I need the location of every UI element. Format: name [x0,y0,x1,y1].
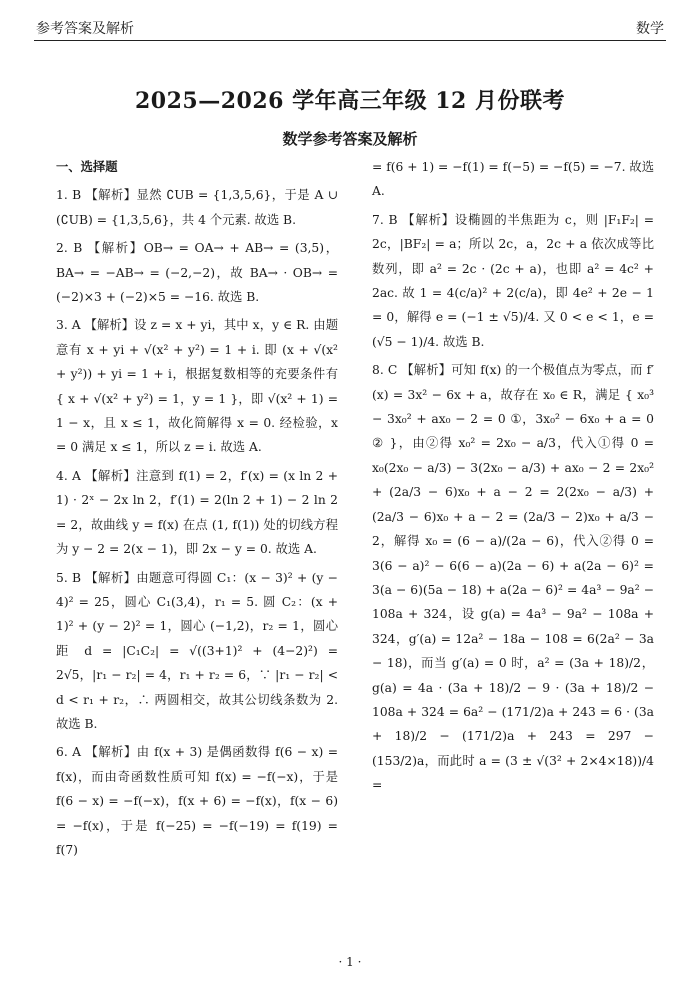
left-column [56,155,338,862]
header-left-label: 参考答案及解析 [36,21,134,37]
right-column [372,155,654,798]
answer-item-6-continued: = f(6 + 1) = −f(1) = f(−5) = −f(5) = −7. 故选 A. [372,160,654,199]
answer-item-2: 2. B 【解析】OB→ = OA→ + AB→ = (3,5)，BA→ = −AB→ = (−2,−2)，故 BA→ · OB→ = (−2)×3 + (−2)×5 = −16. 故选 B. [56,241,338,305]
answer-item-1: 1. B 【解析】显然 ∁UB = {1,3,5,6}，于是 A ∪ (∁UB) = {1,3,5,6}，共 4 个元素. 故选 B. [56,188,338,227]
answer-item-7: 7. B 【解析】设椭圆的半焦距为 c，则 |F₁F₂| = 2c，|BF₂| = a；所以 2c，a，2c + a 依次成等比数列，即 a² = 2c · (2c + a)，也即 a² = 4c² + 2ac. 故 1 = 4(c/a)² + 2(c/a)，即 4e² + 2e − 1 = 0，解得 e = (−1 ± √5)/4. 又 0 < e < 1，e = (√5 − 1)/4. 故选 B. [372,212,654,349]
answer-item-4: 4. A 【解析】注意到 f(1) = 2，f′(x) = (x ln 2 + 1) · 2ˣ − 2x ln 2，f′(1) = 2(ln 2 + 1) − 2 ln 2 = 2，故曲线 y = f(x) 在点 (1, f(1)) 处的切线方程为 y − 2 = 2(x − 1)，即 2x − y = 0. 故选 A. [56,468,338,557]
page-title: 2025—2026 学年高三年级 12 月份联考 [134,88,566,114]
page-header [34,10,666,41]
page-subtitle: 数学参考答案及解析 [282,130,418,148]
answer-item-6: 6. A 【解析】由 f(x + 3) 是偶函数得 f(6 − x) = f(x)，而由奇函数性质可知 f(x) = −f(−x)，于是 f(6 − x) = −f(−x)，f(x + 6) = −f(x)，f(x − 6) = −f(x)，于是 f(−25) = −f(−19) = f(19) = f(7) [56,745,338,857]
answer-item-8: 8. C 【解析】可知 f(x) 的一个极值点为零点，而 f′(x) = 3x² − 6x + a，故存在 x₀ ∈ R，满足 { x₀³ − 3x₀² + ax₀ − 2 = 0 ①，3x₀² − 6x₀ + a = 0 ② }，由②得 x₀² = 2x₀ − a/3，代入①得 0 = x₀(2x₀ − a/3) − 3(2x₀ − a/3) + ax₀ − 2 = 2x₀² + (2a/3 − 6)x₀ + a − 2 = 2(2x₀ − a/3) + (2a/3 − 6)x₀ + a − 2 = (2a/3 − 2)x₀ + a/3 − 2，解得 x₀ = (6 − a)/(2a − 6)，代入②得 0 = 3(6 − a)² − 6(6 − a)(2a − 6) + a(2a − 6)² = 3(a − 6)(5a − 18) + a(2a − 6)² = 4a³ − 9a² − 108a + 324，设 g(a) = 4a³ − 9a² − 108a + 324，g′(a) = 12a² − 18a − 108 = 6(2a² − 3a − 18)，而当 g′(a) = 0 时，a² = (3a + 18)/2，g(a) = 4a · (3a + 18)/2 − 9 · (3a + 18)/2 − 108a + 324 = 6a² − (171/2)a + 243 = 6 · (3a + 18)/2 − (171/2)a + 243 = 297 − (153/2)a，而此时 a = (3 ± √(3² + 2×4×18))/4 = [372,363,654,793]
header-subject-label: 数学 [636,21,664,37]
answer-item-3: 3. A 【解析】设 z = x + yi，其中 x，y ∈ R. 由题意有 x + yi + √(x² + y²) = 1 + i. 即 (x + √(x² + y²)) + yi = 1 + i，根据复数相等的充要条件有 { x + √(x² + y²) = 1，y = 1 }，即 √(x² + 1) = 1 − x，且 x ≤ 1，故化简解得 x = 0. 经检验，x = 0 满足 x ≤ 1，所以 z = i. 故选 A. [56,318,338,455]
answer-item-5: 5. B 【解析】由题意可得圆 C₁：(x − 3)² + (y − 4)² = 25，圆心 C₁(3,4)，r₁ = 5. 圆 C₂：(x + 1)² + (y − 2)² = 1，圆心 (−1,2)，r₂ = 1，圆心距 d = |C₁C₂| = √((3+1)² + (4−2)²) = 2√5，|r₁ − r₂| = 4，r₁ + r₂ = 6，∵ |r₁ − r₂| < d < r₁ + r₂，∴ 两圆相交，故其公切线条数为 2. 故选 B. [56,570,338,731]
section-heading: 一、选择题 [56,159,118,174]
page-number: · 1 · [338,955,362,969]
